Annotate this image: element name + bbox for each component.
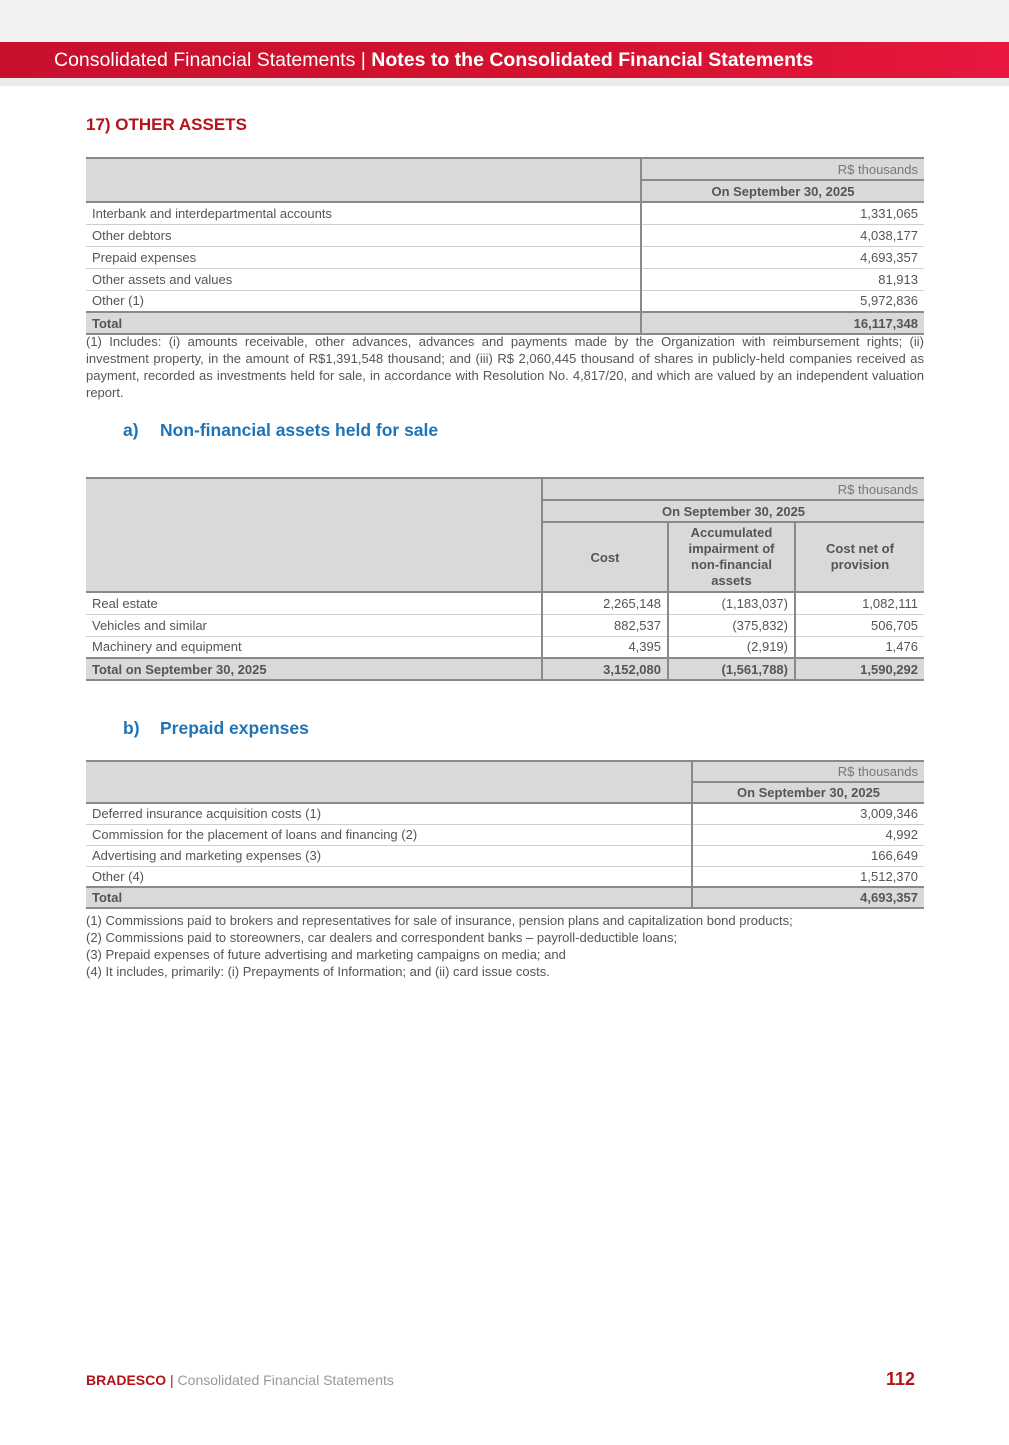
other-assets-table [86,157,924,335]
row-cost: 4,395 [542,636,668,658]
footer-text: Consolidated Financial Statements [177,1372,394,1388]
row-label: Other (4) [86,866,692,887]
prepaid-footnotes [86,912,793,980]
top-strip [0,0,1009,42]
row-label: Other assets and values [86,268,641,290]
row-value: 4,693,357 [641,246,924,268]
unit-label: R$ thousands [641,158,924,180]
period-header: On September 30, 2025 [692,782,924,803]
row-label: Interbank and interdepartmental accounts [86,202,641,224]
prepaid-expenses-table [86,760,924,909]
table-row [86,202,924,224]
total-label: Total [86,887,692,908]
subsection-title-text: Non-financial assets held for sale [160,420,439,440]
header-blank [86,761,692,803]
row-cost: 2,265,148 [542,592,668,614]
subsection-letter: a) [123,420,139,440]
row-label: Other (1) [86,290,641,312]
total-value: 16,117,348 [641,312,924,334]
row-value: 5,972,836 [641,290,924,312]
table-row [86,246,924,268]
row-label: Real estate [86,592,542,614]
col-cost-header: Cost [542,522,668,592]
footnote-line: (4) It includes, primarily: (i) Prepayments of Information; and (ii) card issue costs. [86,964,550,979]
other-assets-footnote: (1) Includes: (i) amounts receivable, other advances, advances and payments made by the Organization with reimbursement rights; (ii) investment property, in the amount of R$1,391,548 thousand; and (iii) R$ 2,060,445 thousand of shares in publicly-held companies received as payment, recorded as investments held for sale, in accordance with Resolution No. 4,817/20, and which are valued by an independent valuation report. [86,334,924,400]
subsection-a-title [123,420,438,441]
page-number: 112 [885,1369,915,1389]
row-label: Other debtors [86,224,641,246]
subsection-letter: b) [123,718,140,738]
table-row [86,290,924,312]
row-label: Deferred insurance acquisition costs (1) [86,803,692,824]
footnote-line: (3) Prepaid expenses of future advertising and marketing campaigns on media; and [86,947,566,962]
row-impairment: (375,832) [668,614,795,636]
col-impairment-header: Accumulated impairment of non-financial assets [668,522,795,592]
row-label: Advertising and marketing expenses (3) [86,845,692,866]
col-net-header: Cost net of provision [795,522,924,592]
table-row [86,824,924,845]
header-shadow [0,78,1009,86]
row-cost: 882,537 [542,614,668,636]
page-footer [86,1372,394,1388]
header-subsection: Notes to the Consolidated Financial Statements [371,49,814,71]
row-net: 1,476 [795,636,924,658]
table-row [86,803,924,824]
table-row [86,224,924,246]
total-label: Total on September 30, 2025 [86,658,542,680]
subsection-title-text: Prepaid expenses [160,718,309,738]
total-label: Total [86,312,641,334]
non-financial-assets-table [86,477,924,681]
row-value: 4,038,177 [641,224,924,246]
row-value: 1,331,065 [641,202,924,224]
row-value: 4,992 [692,824,924,845]
row-impairment: (1,183,037) [668,592,795,614]
row-value: 166,649 [692,845,924,866]
unit-label: R$ thousands [692,761,924,782]
row-label: Vehicles and similar [86,614,542,636]
row-net: 506,705 [795,614,924,636]
total-cost: 3,152,080 [542,658,668,680]
section-title: 17) OTHER ASSETS [86,115,247,134]
table-row [86,614,924,636]
row-label: Commission for the placement of loans and financing (2) [86,824,692,845]
row-value: 1,512,370 [692,866,924,887]
subsection-b-title [123,718,309,739]
period-header: On September 30, 2025 [542,500,924,522]
header-blank [86,478,542,592]
table-row [86,866,924,887]
table-row [86,636,924,658]
footnote-line: (2) Commissions paid to storeowners, car dealers and correspondent banks – payroll-deductible loans; [86,930,678,945]
page-header [54,49,813,72]
period-header: On September 30, 2025 [641,180,924,202]
unit-label: R$ thousands [542,478,924,500]
row-value: 3,009,346 [692,803,924,824]
row-label: Prepaid expenses [86,246,641,268]
total-impairment: (1,561,788) [668,658,795,680]
row-value: 81,913 [641,268,924,290]
table-row [86,845,924,866]
footer-separator: | [166,1372,178,1388]
footer-brand: BRADESCO [86,1372,167,1388]
row-net: 1,082,111 [795,592,924,614]
total-net: 1,590,292 [795,658,924,680]
row-label: Machinery and equipment [86,636,542,658]
row-impairment: (2,919) [668,636,795,658]
header-section: Consolidated Financial Statements | [54,49,372,71]
header-blank [86,158,641,202]
table-row [86,592,924,614]
total-value: 4,693,357 [692,887,924,908]
footnote-line: (1) Commissions paid to brokers and representatives for sale of insurance, pension plans and capitalization bond products; [86,913,793,928]
table-row [86,268,924,290]
